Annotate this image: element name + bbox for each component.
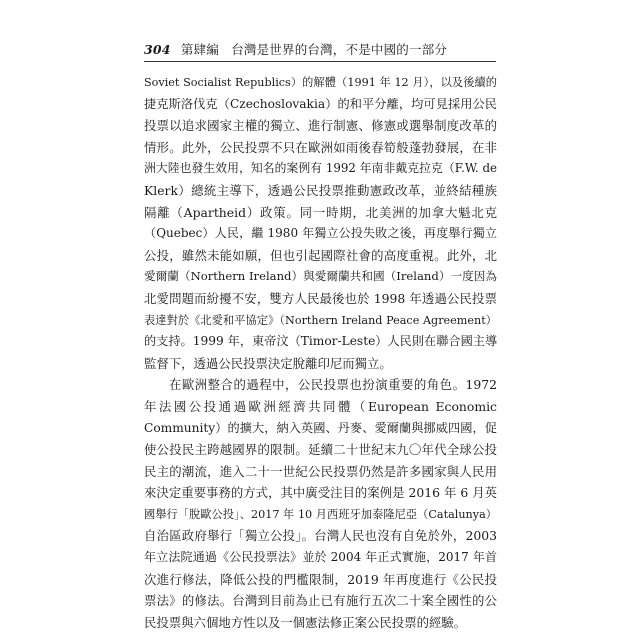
text-line: 自治區政府舉行「獨立公投」。台灣人民也沒有自免於外，2003 [144, 528, 497, 544]
text-line: 隔離（Apartheid）政策。同一時期，北美洲的加拿大魁北克 [144, 204, 497, 220]
text-line: 捷克斯洛伐克（Czechoslovakia）的和平分離，均可見採用公民 [144, 96, 497, 111]
text-line: 使公投民主跨越國界的限制。延續二十世紀末九〇年代全球公投 [144, 442, 497, 458]
text-line: 表達對於《北愛和平協定》（Northern Ireland Peace Agreement） [144, 313, 497, 327]
text-line: 愛爾蘭（Northern Ireland）與愛爾蘭共和國（Ireland）一度因為 [144, 269, 497, 284]
text-line: 在歐洲整合的過程中，公民投票也扮演重要的角色。1972 [169, 377, 497, 393]
text-line: 年法國公投通過歐洲經濟共同體（European Economic [144, 398, 497, 414]
text-line: （Quebec）人民，繼 1980 年獨立公投失敗之後，再度舉行獨立 [144, 226, 497, 241]
text-line: 民投票與六個地方性以及一個憲法修正案公民投票的經驗。 [144, 614, 467, 630]
text-line: 的支持。1999 年，東帝汶（Timor-Leste）人民則在聯合國主導 [144, 334, 497, 349]
text-line: 票法》的修法。台灣到目前為止已有施行五次二十案全國性的公 [144, 593, 497, 609]
part-label: 第肆編 [180, 42, 219, 57]
text-line: 來決定重要事務的方式，其中廣受注目的案例是 2016 年 6 月英 [144, 485, 497, 501]
text-line: 民主的潮流，進入二十一世紀公民投票仍然是許多國家與人民用 [144, 463, 497, 479]
text-line: 北愛問題而紛擾不安，雙方人民最後也於 1998 年透過公民投票 [144, 290, 497, 306]
running-header [144, 40, 496, 60]
text-line: Community）的擴大，納入英國、丹麥、愛爾蘭與挪威四國，促 [144, 420, 497, 435]
text-line: 監督下，透過公民投票決定脫離印尼而獨立。 [144, 355, 392, 371]
text-line: Klerk）總統主導下，透過公民投票推動憲政改革，並終結種族 [144, 182, 497, 198]
header-rule [144, 61, 496, 62]
text-line: 投票以追求國家主權的獨立、進行制憲、修憲或選舉制度改革的 [144, 118, 497, 134]
chapter-title: 台灣是世界的台灣，不是中國的一部分 [231, 42, 448, 57]
text-line: 洲大陸也發生效用，知名的案例有 1992 年南非戴克拉克（F.W. de [144, 161, 497, 176]
text-line: 公投，雖然未能如願，但也引起國際社會的高度重視。此外，北 [144, 247, 497, 263]
body-text [144, 72, 497, 633]
text-line: 次進行修法，降低公投的門檻限制，2019 年再度進行《公民投 [144, 571, 497, 587]
text-line: 年立法院通過《公民投票法》並於 2004 年正式實施，2017 年首 [144, 550, 497, 565]
text-line: 情形。此外，公民投票不只在歐洲如雨後春筍般蓬勃發展，在非 [144, 139, 497, 155]
page-number: 304 [144, 42, 171, 57]
text-line: 國舉行「脫歐公投」、2017 年 10 月西班牙加泰隆尼亞（Catalunya） [144, 507, 497, 521]
text-line: Soviet Socialist Republics）的解體（1991 年 12 月），以及後續的 [144, 76, 497, 89]
